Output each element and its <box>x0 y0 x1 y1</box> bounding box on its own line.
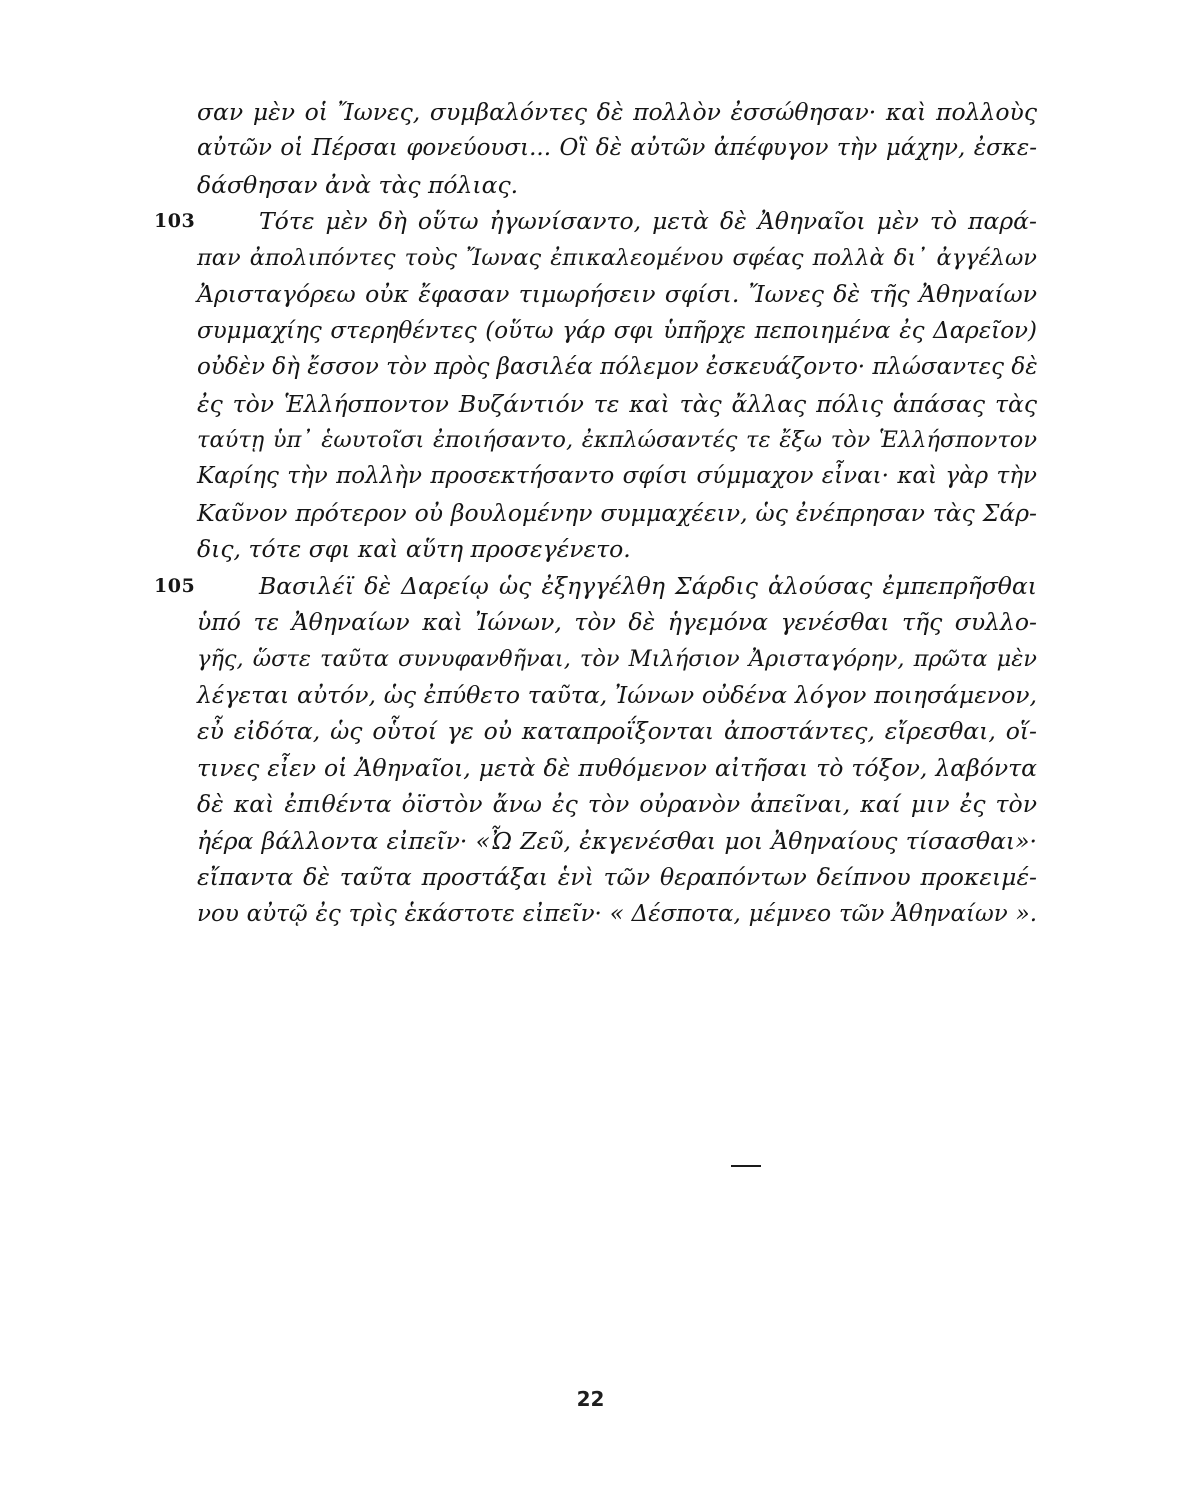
line-text: ἐς τὸν Ἑλλήσποντον Βυζάντιόν τε καὶ τὰς ἄλλας πόλις ἁπάσας τὰς <box>197 389 1037 418</box>
text-line <box>197 495 1037 531</box>
text-line <box>197 349 1037 385</box>
text-line <box>197 641 1037 677</box>
line-text: ὑπό τε Ἀθηναίων καὶ Ἰώνων, τὸν δὲ ἡγεμόνα γενέσθαι τῆς συλλο- <box>197 608 1037 637</box>
separator-dash <box>731 1165 761 1167</box>
line-text: εὖ εἰδότα, ὡς οὗτοί γε οὐ καταπροΐξονται ἀποστάντες, εἴρεσθαι, οἵ- <box>197 717 1037 746</box>
line-text: δάσθησαν ἀνὰ τὰς πόλιας. <box>197 170 519 199</box>
text-line <box>154 568 1037 604</box>
text-line <box>154 203 1037 239</box>
text-line <box>197 896 1037 932</box>
text-line <box>197 276 1037 312</box>
text-line <box>197 240 1037 276</box>
text-line <box>197 823 1037 859</box>
line-text: ταύτῃ ὑπ᾽ ἑωυτοῖσι ἐποιήσαντο, ἐκπλώσαντές τε ἔξω τὸν Ἑλλήσποντον <box>197 426 1037 453</box>
text-line <box>197 422 1037 458</box>
line-text: Καρίης τὴν πολλὴν προσεκτήσαντο σφίσι σύμμαχον εἶναι· καὶ γὰρ τὴν <box>197 463 1037 490</box>
line-text: παν ἀπολιπόντες τοὺς Ἴωνας ἐπικαλεομένου σφέας πολλὰ δι᾽ ἀγγέλων <box>197 244 1037 271</box>
line-text: νου αὐτῷ ἐς τρὶς ἑκάστοτε εἰπεῖν· « Δέσποτα, μέμνεο τῶν Ἀθηναίων ». <box>197 900 1037 927</box>
line-text: δις, τότε σφι καὶ αὕτη προσεγένετο. <box>197 535 631 564</box>
line-text: Ἀρισταγόρεω οὐκ ἔφασαν τιμωρήσειν σφίσι. Ἴωνες δὲ τῆς Ἀθηναίων <box>197 280 1037 309</box>
text-line <box>197 859 1037 895</box>
line-text: ἠέρα βάλλοντα εἰπεῖν· «Ὦ Ζεῦ, ἐκγενέσθαι μοι Ἀθηναίους τίσασθαι»· <box>197 826 1037 855</box>
text-line <box>197 458 1037 494</box>
text-line <box>197 750 1037 786</box>
section-number: 105 <box>154 574 196 597</box>
greek-text-body <box>154 94 1038 932</box>
line-text: αὐτῶν οἱ Πέρσαι φονεύουσι... Οἳ δὲ αὐτῶν ἀπέφυγον τὴν μάχην, ἐσκε- <box>197 135 1037 162</box>
text-line <box>197 167 1037 203</box>
line-text: λέγεται αὐτόν, ὡς ἐπύθετο ταῦτα, Ἰώνων οὐδένα λόγον ποιησάμενον, <box>197 681 1037 709</box>
text-line <box>197 604 1037 640</box>
line-text: Τότε μὲν δὴ οὕτω ἠγωνίσαντο, μετὰ δὲ Ἀθηναῖοι μὲν τὸ παρά- <box>259 207 1037 236</box>
line-text: οὐδὲν δὴ ἔσσον τὸν πρὸς βασιλέα πόλεμον ἐσκευάζοντο· πλώσαντες δὲ <box>197 354 1038 381</box>
text-line <box>197 713 1037 749</box>
line-text: δὲ καὶ ἐπιθέντα ὀϊστὸν ἄνω ἐς τὸν οὐρανὸν ἀπεῖναι, καί μιν ἐς τὸν <box>197 790 1037 819</box>
text-line <box>197 386 1037 422</box>
text-line <box>197 313 1037 349</box>
text-line <box>197 786 1037 822</box>
line-text: γῆς, ὥστε ταῦτα συνυφανθῆναι, τὸν Μιλήσιον Ἀρισταγόρην, πρῶτα μὲν <box>197 645 1037 672</box>
page-number: 22 <box>576 1387 605 1411</box>
text-line <box>197 531 1037 567</box>
line-text: Βασιλέϊ δὲ Δαρείῳ ὡς ἐξηγγέλθη Σάρδις ἁλούσας ἐμπεπρῆσθαι <box>259 571 1037 600</box>
section-number: 103 <box>154 210 196 233</box>
line-text: εἴπαντα δὲ ταῦτα προστάξαι ἑνὶ τῶν θεραπόντων δείπνου προκειμέ- <box>197 863 1037 892</box>
text-line <box>197 677 1037 713</box>
text-line <box>197 130 1037 166</box>
line-text: σαν μὲν οἱ Ἴωνες, συμβαλόντες δὲ πολλὸν ἐσσώθησαν· καὶ πολλοὺς <box>197 98 1037 126</box>
line-text: Καῦνον πρότερον οὐ βουλομένην συμμαχέειν, ὡς ἐνέπρησαν τὰς Σάρ- <box>197 498 1037 527</box>
text-line <box>197 94 1037 130</box>
line-text: τινες εἶεν οἱ Ἀθηναῖοι, μετὰ δὲ πυθόμενον αἰτῆσαι τὸ τόξον, λαβόντα <box>197 753 1037 782</box>
line-text: συμμαχίης στερηθέντες (οὕτω γάρ σφι ὑπῆρχε πεποιημένα ἐς Δαρεῖον) <box>197 317 1037 344</box>
